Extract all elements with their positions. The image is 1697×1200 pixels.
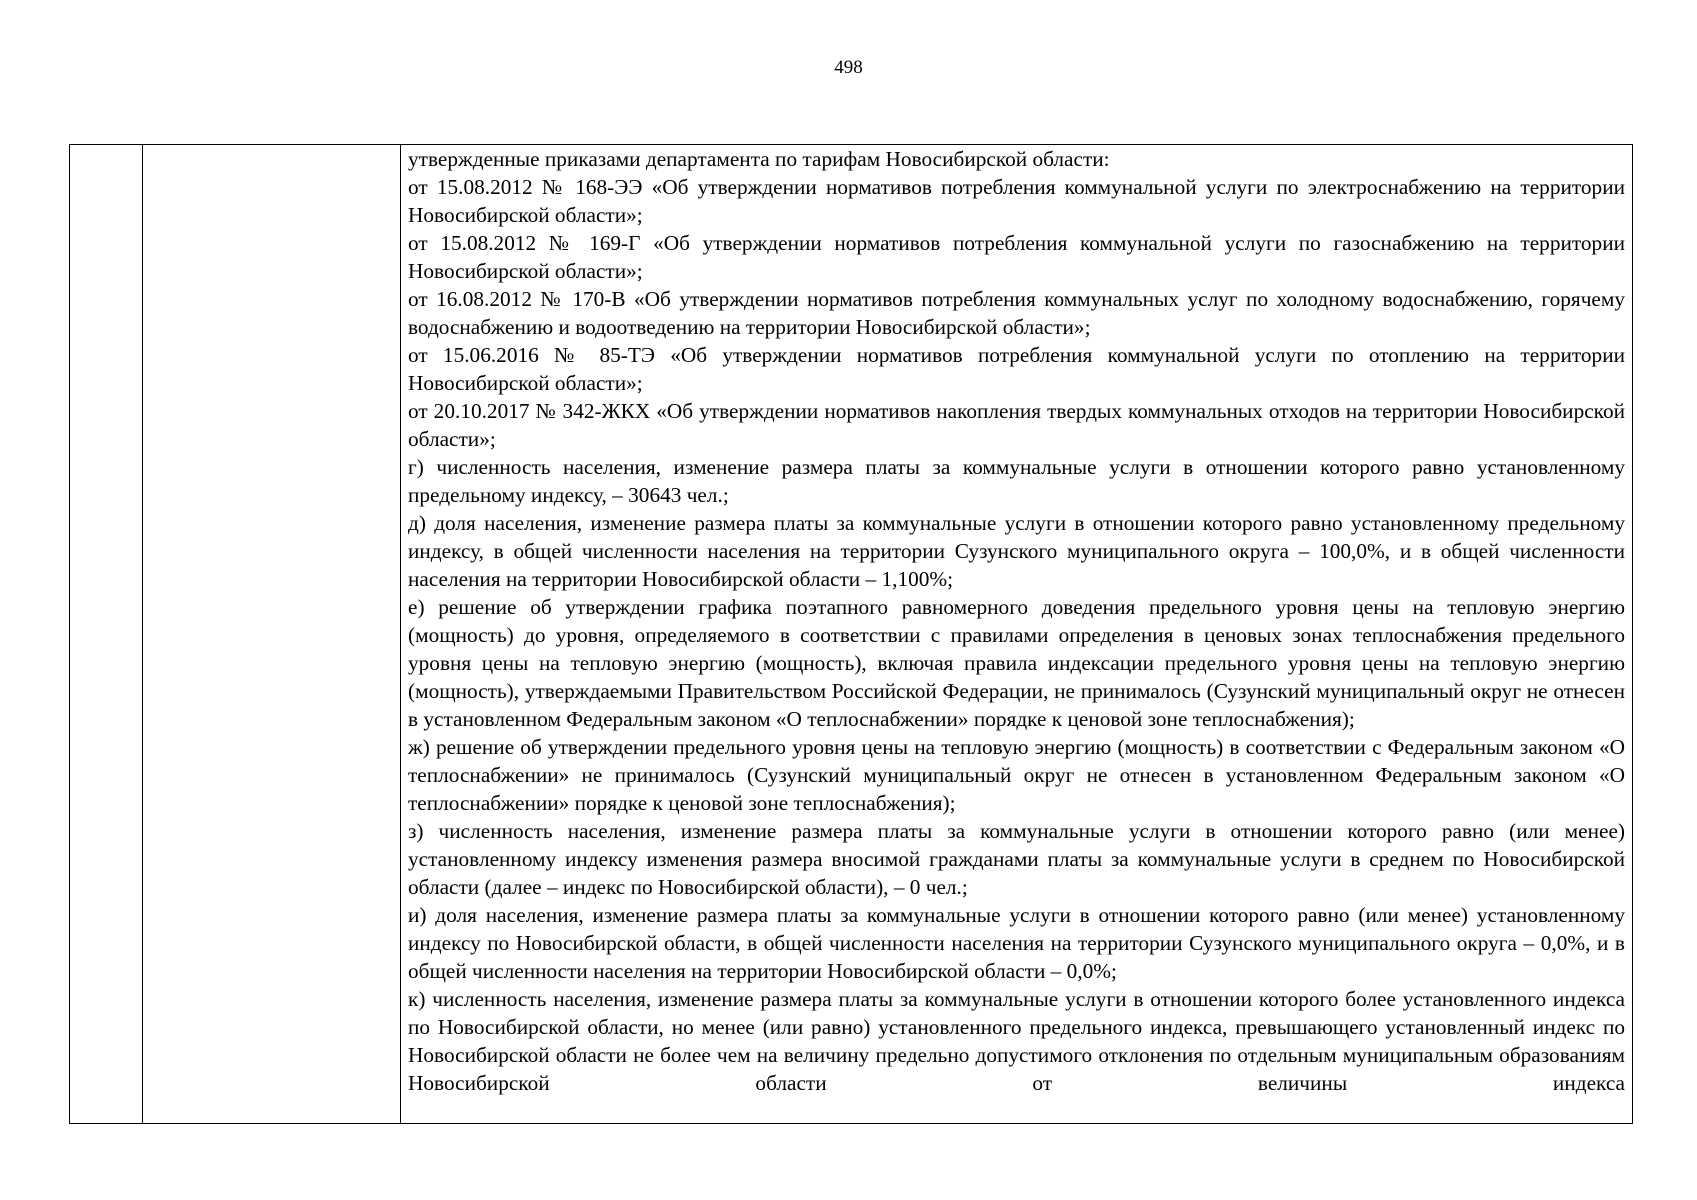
paragraph-order-85: от 15.06.2016 № 85-ТЭ «Об утверждении нормативов потребления коммунальной услуги по отоплению на территории Новосибирской области»; [408, 343, 1625, 395]
paragraph-item-g: г) численность населения, изменение размера платы за коммунальные услуги в отношении которого равно установленному предельному индексу, – 30643 чел.; [408, 455, 1625, 507]
paragraph-intro: утвержденные приказами департамента по тарифам Новосибирской области: [408, 147, 1110, 171]
paragraph-item-zh: ж) решение об утверждении предельного уровня цены на тепловую энергию (мощность) в соответствии с Федеральным законом «О теплоснабжении» не принималось (Сузунский муниципальный округ не отнесен в установленном Федеральным законом «О теплоснабжении» порядке к ценовой зоне теплоснабжения); [408, 735, 1625, 815]
paragraph-item-i: и) доля населения, изменение размера платы за коммунальные услуги в отношении которого равно (или менее) установленному индексу по Новосибирской области, в общей численности населения на территории Сузунского муниципального округа – 0,0%, и в общей численности населения на территории Новосибирской области – 0,0%; [408, 903, 1625, 983]
paragraph-item-k: к) численность населения, изменение размера платы за коммунальные услуги в отношении которого более установленного индекса по Новосибирской области, но менее (или равно) установленного предельного индекса, превышающего установленный индекс по Новосибирской области не более чем на величину предельно допустимого отклонения по отдельным муниципальным образованиям Новосибирской области от величины индекса [408, 987, 1625, 1095]
paragraph-order-168: от 15.08.2012 № 168-ЭЭ «Об утверждении нормативов потребления коммунальной услуги по электроснабжению на территории Новосибирской области»; [408, 175, 1625, 227]
table-column-number [70, 145, 143, 1123]
page-number: 498 [834, 57, 863, 78]
table-column-name [143, 145, 401, 1123]
paragraph-item-d: д) доля населения, изменение размера платы за коммунальные услуги в отношении которого равно установленному предельному индексу, в общей численности населения на территории Сузунского муниципального округа – 100,0%, и в общей численности населения на территории Новосибирской области – 1,100%; [408, 511, 1625, 591]
paragraph-order-342: от 20.10.2017 № 342-ЖКХ «Об утверждении нормативов накопления твердых коммунальных отходов на территории Новосибирской области»; [408, 399, 1625, 451]
table-column-content [401, 145, 1632, 1123]
document-table [69, 144, 1633, 1124]
paragraph-order-169: от 15.08.2012 № 169-Г «Об утверждении нормативов потребления коммунальной услуги по газоснабжению на территории Новосибирской области»; [408, 231, 1625, 283]
paragraph-order-170: от 16.08.2012 № 170-В «Об утверждении нормативов потребления коммунальных услуг по холодному водоснабжению, горячему водоснабжению и водоотведению на территории Новосибирской области»; [408, 287, 1625, 339]
paragraph-item-e: е) решение об утверждении графика поэтапного равномерного доведения предельного уровня цены на тепловую энергию (мощность) до уровня, определяемого в соответствии с правилами определения в ценовых зонах теплоснабжения предельного уровня цены на тепловую энергию (мощность), включая правила индексации предельного уровня цены на тепловую энергию (мощность), утверждаемыми Правительством Российской Федерации, не принималось (Сузунский муниципальный округ не отнесен в установленном Федеральным законом «О теплоснабжении» порядке к ценовой зоне теплоснабжения); [408, 595, 1625, 731]
paragraph-item-z: з) численность населения, изменение размера платы за коммунальные услуги в отношении которого равно (или менее) установленному индексу изменения размера вносимой гражданами платы за коммунальные услуги в среднем по Новосибирской области (далее – индекс по Новосибирской области), – 0 чел.; [408, 819, 1625, 899]
